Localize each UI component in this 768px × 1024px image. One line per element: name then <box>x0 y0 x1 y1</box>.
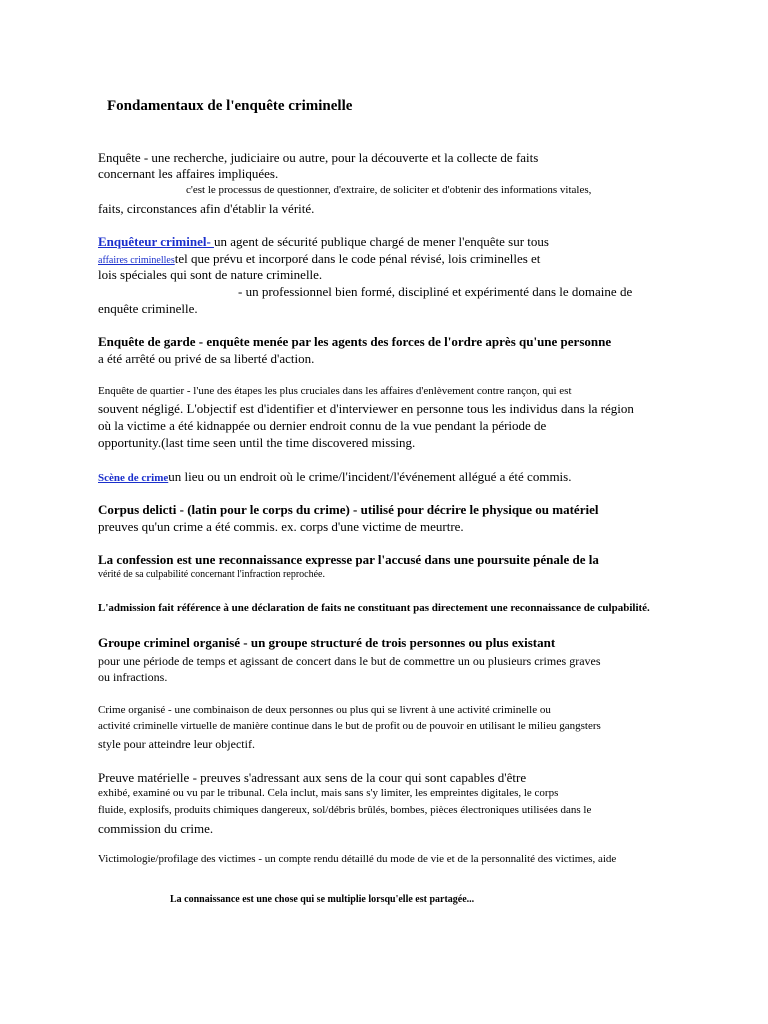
crime-organise-line-2: activité criminelle virtuelle de manière continue dans le but de profit ou de pouvoir en utilisant le milieu gangsters <box>98 720 601 732</box>
enqueteur-criminel-link[interactable]: Enquêteur criminel- <box>98 234 215 249</box>
affaires-criminelles-link[interactable]: affaires criminelles <box>98 255 175 266</box>
groupe-line-3: ou infractions. <box>98 670 168 684</box>
enquete-line-2: concernant les affaires impliquées. <box>98 166 279 181</box>
groupe-line-1: Groupe criminel organisé - un groupe structuré de trois personnes ou plus existant <box>98 635 556 650</box>
preuve-line-4: commission du crime. <box>98 821 214 836</box>
corpus-line-2: preuves qu'un crime a été commis. ex. corps d'une victime de meurtre. <box>98 519 464 534</box>
scene-de-crime-link[interactable]: Scène de crime <box>98 472 169 484</box>
confession-line-1: La confession est une reconnaissance expresse par l'accusé dans une poursuite pénale de la <box>98 552 599 567</box>
scene-line-text: un lieu ou un endroit où le crime/l'incident/l'événement allégué a été commis. <box>168 469 572 484</box>
enquete-line-1: Enquête - une recherche, judiciaire ou autre, pour la découverte et la collecte de faits <box>98 150 539 165</box>
enqueteur-line-2 <box>98 252 540 266</box>
confession-line-2: vérité de sa culpabilité concernant l'infraction reprochée. <box>98 569 325 580</box>
crime-organise-line-3: style pour atteindre leur objectif. <box>98 737 255 751</box>
enqueteur-line-5: enquête criminelle. <box>98 301 198 316</box>
quartier-line-4: opportunity.(last time seen until the time discovered missing. <box>98 435 416 450</box>
preuve-line-2: exhibé, examiné ou vu par le tribunal. Cela inclut, mais sans s'y limiter, les empreintes digitales, le corps <box>98 787 559 799</box>
footer-quote: La connaissance est une chose qui se multiplie lorsqu'elle est partagée... <box>170 894 475 905</box>
enqueteur-line-4: - un professionnel bien formé, discipliné et expérimenté dans le domaine de <box>238 284 633 299</box>
quartier-line-1: Enquête de quartier - l'une des étapes les plus cruciales dans les affaires d'enlèvement contre rançon, qui est <box>98 385 572 397</box>
quartier-line-3: où la victime a été kidnappée ou dernier endroit connu de la vue pendant la période de <box>98 418 547 433</box>
corpus-line-1: Corpus delicti - (latin pour le corps du crime) - utilisé pour décrire le physique ou matériel <box>98 502 599 517</box>
enqueteur-line-1-text: un agent de sécurité publique chargé de mener l'enquête sur tous <box>214 234 549 249</box>
victimologie-line: Victimologie/profilage des victimes - un compte rendu détaillé du mode de vie et de la personnalité des victimes, aide <box>98 853 617 865</box>
preuve-line-3: fluide, explosifs, produits chimiques dangereux, sol/débris brûlés, bombes, pièces électroniques utilisées dans le <box>98 804 592 816</box>
crime-organise-line-1: Crime organisé - une combinaison de deux personnes ou plus qui se livrent à une activité criminelle ou <box>98 704 551 716</box>
enquete-line-3: c'est le processus de questionner, d'extraire, de soliciter et d'obtenir des informations vitales, <box>186 184 592 196</box>
enquete-line-4: faits, circonstances afin d'établir la vérité. <box>98 201 315 216</box>
quartier-line-2: souvent négligé. L'objectif est d'identifier et d'interviewer en personne tous les individus dans la région <box>98 401 634 416</box>
enqueteur-line-2-text: tel que prévu et incorporé dans le code pénal révisé, lois criminelles et <box>174 251 541 266</box>
groupe-line-2: pour une période de temps et agissant de concert dans le but de commettre un ou plusieurs crimes graves <box>98 654 601 668</box>
enqueteur-line-1 <box>98 235 549 248</box>
admission-line: L'admission fait référence à une déclaration de faits ne constituant pas directement une reconnaissance de culpabilité. <box>98 602 650 614</box>
scene-line <box>98 470 571 484</box>
garde-line-2: a été arrêté ou privé de sa liberté d'action. <box>98 351 315 366</box>
preuve-line-1: Preuve matérielle - preuves s'adressant aux sens de la cour qui sont capables d'être <box>98 770 527 785</box>
enqueteur-line-3: lois spéciales qui sont de nature criminelle. <box>98 267 323 282</box>
garde-line-1: Enquête de garde - enquête menée par les agents des forces de l'ordre après qu'une personne <box>98 334 612 349</box>
page-title: Fondamentaux de l'enquête criminelle <box>107 98 353 114</box>
